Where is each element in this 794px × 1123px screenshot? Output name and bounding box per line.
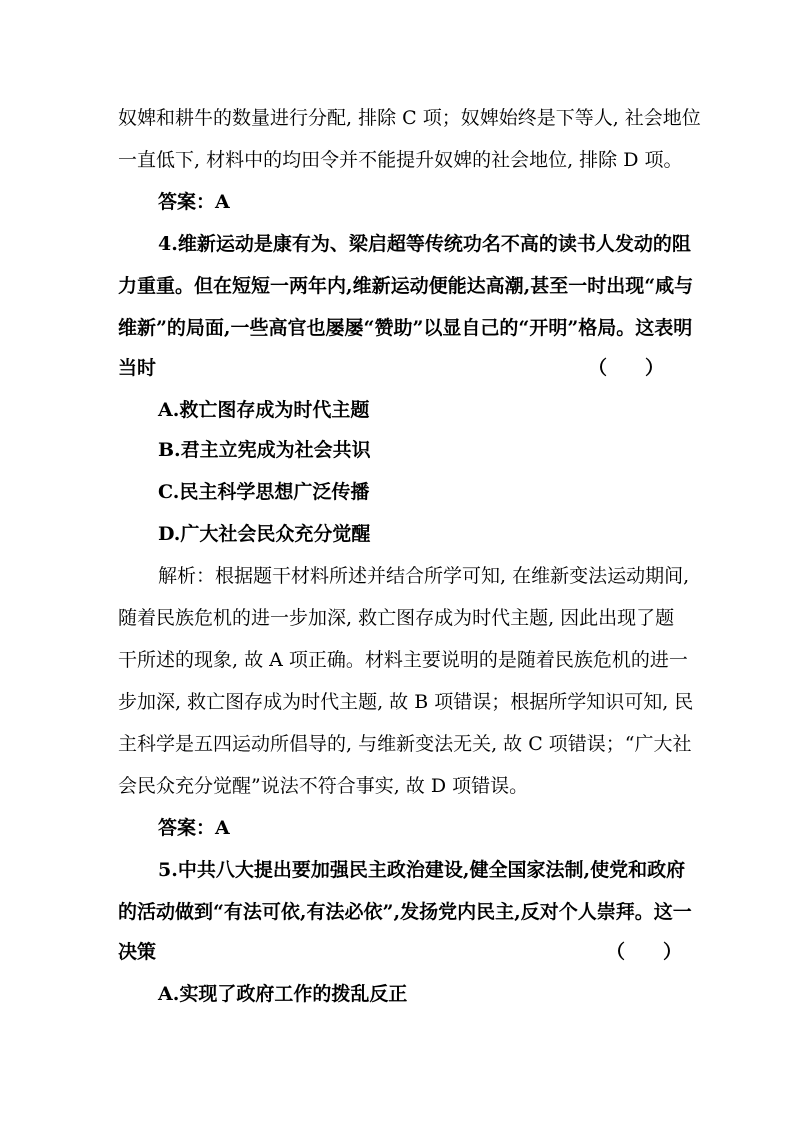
question-5-stem: 的活动做到“有法可依,有法必依”,发扬党内民主,反对个人崇拜。这一: [118, 901, 692, 923]
answer-blank: （ ）: [606, 941, 683, 963]
question-4-stem: 当时: [118, 357, 157, 379]
analysis-text: 会民众充分觉醒”说法不符合事实, 故 D 项错误。: [118, 775, 529, 797]
question-5-stem: 5.中共八大提出要加强民主政治建设,健全国家法制,使党和政府: [158, 859, 686, 881]
analysis-text: 步加深, 救亡图存成为时代主题, 故 B 项错误；根据所学知识可知, 民: [118, 691, 694, 713]
option-a: A.实现了政府工作的拨乱反正: [158, 983, 408, 1005]
option-d: D.广大社会民众充分觉醒: [158, 523, 371, 545]
question-5-stem: 决策: [118, 941, 157, 963]
text-line: 奴婢和耕牛的数量进行分配, 排除 C 项；奴婢始终是下等人, 社会地位: [118, 107, 701, 129]
question-4-stem: 4.维新运动是康有为、梁启超等传统功名不高的读书人发动的阻: [158, 233, 691, 255]
option-b: B.君主立宪成为社会共识: [158, 439, 371, 461]
analysis-text: 随着民族危机的进一步加深, 救亡图存成为时代主题, 因此出现了题: [118, 607, 675, 629]
analysis-text: 主科学是五四运动所倡导的, 与维新变法无关, 故 C 项错误；“广大社: [118, 733, 692, 755]
analysis-text: 解析：根据题干材料所述并结合所学可知, 在维新变法运动期间,: [158, 565, 690, 587]
answer-blank: （ ）: [588, 357, 665, 379]
text-line: 一直低下, 材料中的均田令并不能提升奴婢的社会地位, 排除 D 项。: [118, 149, 683, 171]
analysis-text: 干所述的现象, 故 A 项正确。材料主要说明的是随着民族危机的进一: [118, 649, 688, 671]
question-4-stem: 力重重。但在短短一两年内,维新运动便能达高潮,甚至一时出现“咸与: [118, 275, 694, 297]
question-4-stem: 维新”的局面,一些高官也屡屡“赞助”以显自己的“开明”格局。这表明: [118, 317, 693, 339]
option-a: A.救亡图存成为时代主题: [158, 399, 370, 421]
answer-label: 答案：A: [158, 191, 230, 213]
answer-label: 答案：A: [158, 817, 230, 839]
option-c: C.民主科学思想广泛传播: [158, 481, 370, 503]
